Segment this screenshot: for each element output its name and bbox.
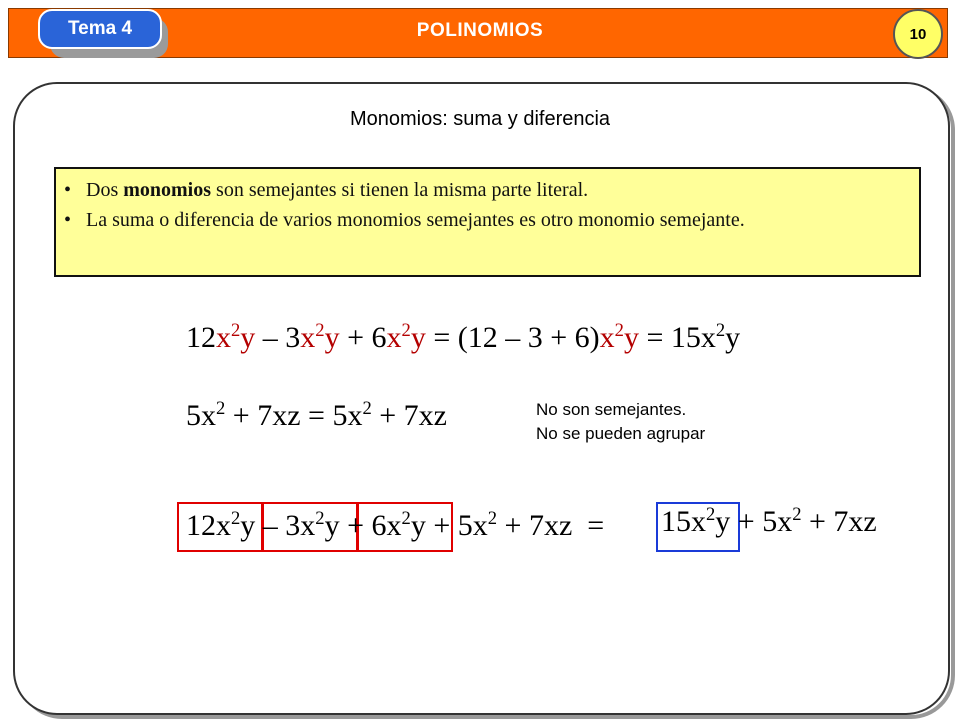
note-line-2: No se pueden agrupar bbox=[536, 424, 706, 443]
bullet-icon: • bbox=[64, 209, 72, 231]
note-line-1: No son semejantes. bbox=[536, 400, 687, 419]
definition-text-2: La suma o diferencia de varios monomios semejantes es otro monomio semejante. bbox=[86, 209, 745, 231]
equation-similar-sum: $12x^2y - 3x^2y + 6x^2y = (12 - 3 + 6)x^2y = 15x^2y$ bbox=[186, 319, 741, 354]
definition-text-1: Dos monomios son semejantes si tienen la misma parte literal. bbox=[86, 179, 589, 201]
header-title: POLINOMIOS bbox=[416, 20, 544, 41]
keyword-monomios: monomios bbox=[123, 179, 212, 201]
definition-bullet-2 bbox=[64, 205, 911, 235]
tema-tab-label: Tema 4 bbox=[67, 18, 133, 39]
definition-box bbox=[54, 167, 921, 277]
slide-subtitle: Monomios: suma y diferencia bbox=[349, 108, 611, 130]
page-number: 10 bbox=[909, 25, 927, 43]
bullet-icon: • bbox=[64, 179, 72, 201]
equation-mixed-result: $15x^2y + 5x^2 + 7xz$ bbox=[661, 503, 877, 538]
equation-non-similar: $5x^2 + 7xz = 5x^2 + 7xz$ bbox=[186, 397, 447, 432]
non-similar-note bbox=[536, 398, 705, 446]
page-number-badge bbox=[893, 9, 943, 59]
definition-bullet-1 bbox=[64, 175, 911, 205]
equation-mixed-sum: $12x^2y - 3x^2y + 6x^2y + 5x^2 + 7xz$ = bbox=[186, 507, 605, 542]
